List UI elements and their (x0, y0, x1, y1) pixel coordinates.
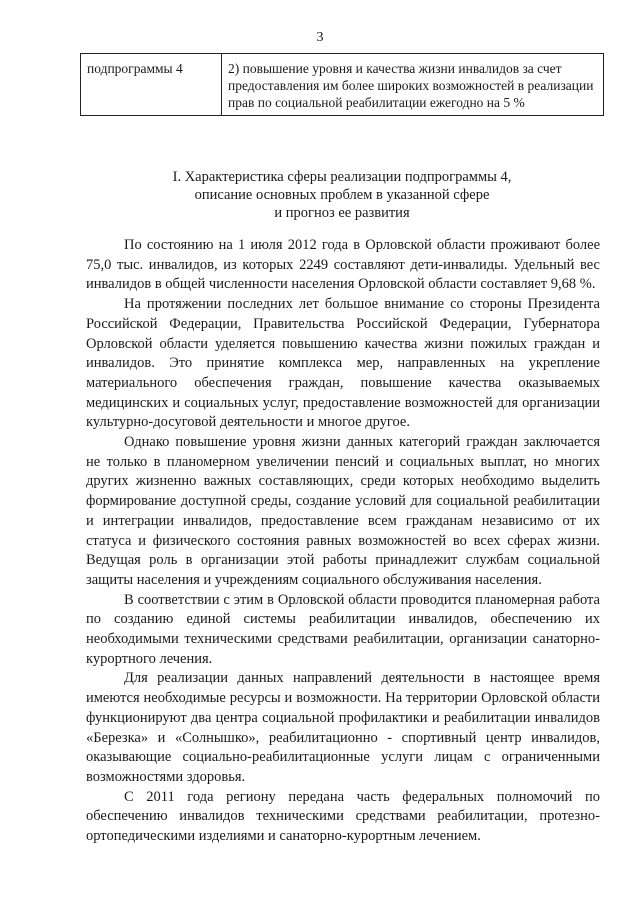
document-body (86, 236, 600, 847)
table-cell-label (81, 54, 222, 116)
table-cell-value (222, 54, 604, 116)
section-title (80, 168, 604, 222)
row-text: 2) повышение уровня и качества жизни инвалидов за счет предоставления им более широких возможностей в реализации прав по социальной реабилитации ежегодно на 5 % (228, 61, 594, 110)
row-label: подпрограммы 4 (87, 61, 183, 76)
paragraph: Для реализации данных направлений деятельности в настоящее время имеются необходимые ресурсы и возможности. На территории Орловской области функционируют два центра социальной профилактики и реабилитации инвалидов «Березка» и «Солнышко», реабилитационно - спортивный центр инвалидов, оказывающие социально-реабилитационные услуги лицам с ограниченными возможностями здоровья. (86, 670, 600, 785)
paragraph: Однако повышение уровня жизни данных категорий граждан заключается не только в планомерном увеличении пенсий и социальных выплат, но многих других жизненно важных составляющих, среди которых необходимо выделить формирование доступной среды, создание условий для социальной реабилитации и интеграции инвалидов, предоставление всем гражданам независимо от их статуса и физического состояния равных возможностей во всех сферах жизни. Ведущая роль в организации этой работы принадлежит службам социальной защиты населения и учреждениям социального обслуживания населения. (86, 434, 600, 588)
paragraph: В соответствии с этим в Орловской области проводится планомерная работа по созданию единой системы реабилитации инвалидов, обеспечению их необходимыми техническими средствами реабилитации, организации санаторно-курортного лечения. (86, 591, 600, 667)
section-title-line: описание основных проблем в указанной сфере (194, 187, 490, 203)
paragraph: По состоянию на 1 июля 2012 года в Орловской области проживают более 75,0 тыс. инвалидов, из которых 2249 составляют дети-инвалиды. Удельный вес инвалидов в общей численности населения Орловской области составляет 9,68 %. (86, 237, 600, 293)
paragraph: На протяжении последних лет большое внимание со стороны Президента Российской Федерации, Правительства Российской Федерации, Губернатора Орловской области уделяется повышению качества жизни пожилых граждан и инвалидов. Это принятие комплекса мер, направленных на укрепление материального обеспечения граждан, повышение качества оказываемых медицинских и социальных услуг, предоставление возможностей для организации культурно-досуговой деятельности и многое другое. (86, 296, 600, 431)
section-title-line: и прогноз ее развития (274, 205, 410, 221)
passport-table (80, 53, 604, 116)
page-number: 3 (316, 30, 324, 45)
table-row (81, 54, 604, 116)
section-title-line: I. Характеристика сферы реализации подпрограммы 4, (172, 169, 512, 185)
paragraph: С 2011 года региону передана часть федеральных полномочий по обеспечению инвалидов техническими средствами реабилитации, протезно-ортопедическими изделиями и санаторно-курортным лечением. (86, 788, 600, 845)
